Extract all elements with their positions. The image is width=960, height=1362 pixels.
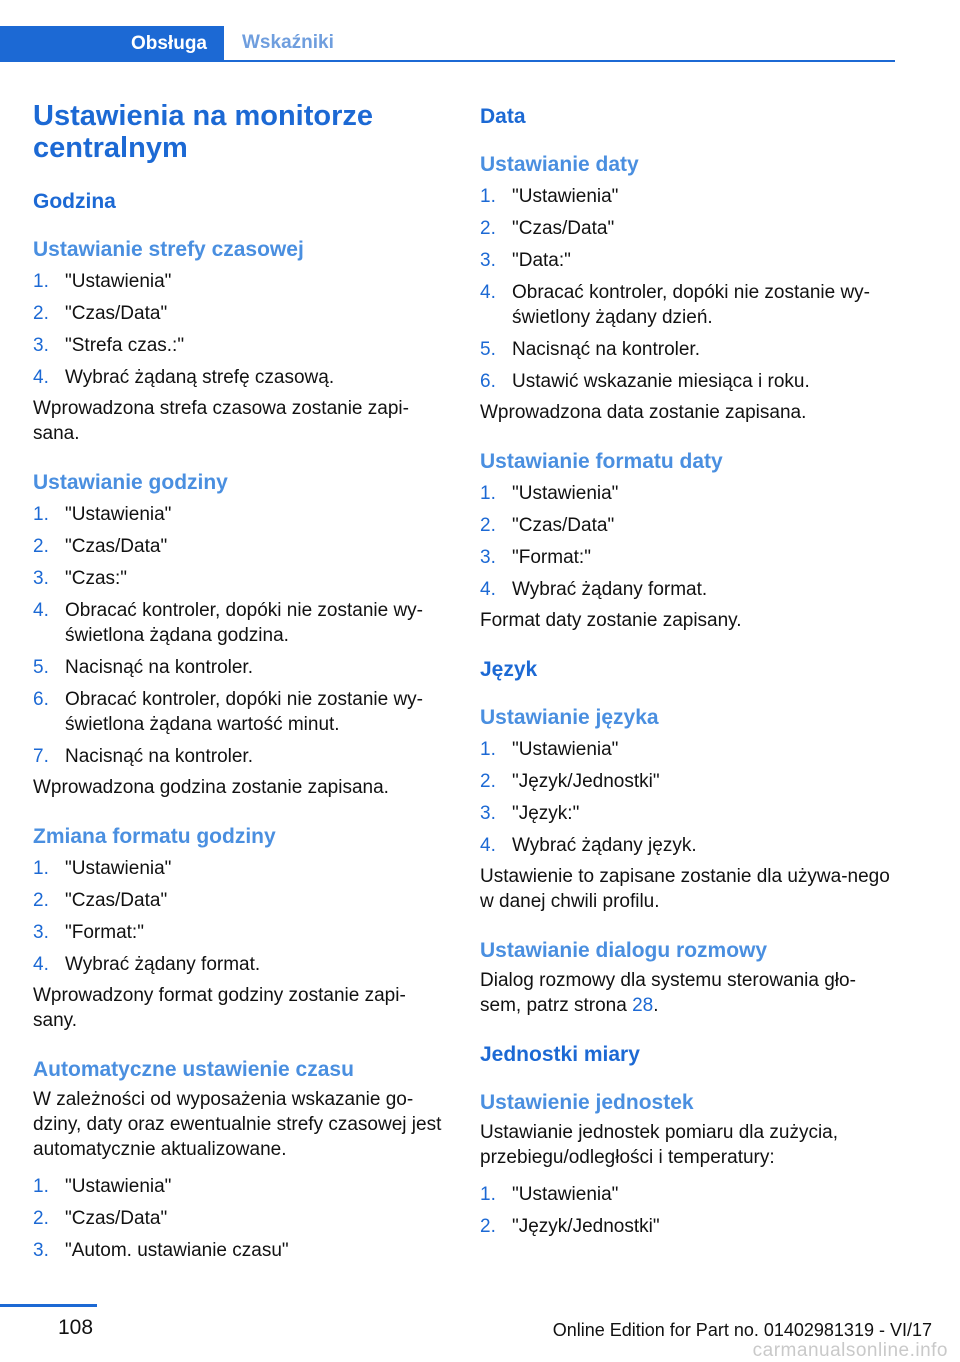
step-text: "Autom. ustawianie czasu" — [65, 1240, 289, 1261]
step-text: "Format:" — [512, 547, 591, 568]
step-number: 3. — [480, 250, 496, 271]
step-number: 5. — [33, 657, 49, 678]
edition-note: Online Edition for Part no. 01402981319 - VI/17 — [552, 1320, 932, 1340]
step-text: "Czas/Data" — [512, 218, 615, 239]
list-item — [480, 280, 895, 330]
steps-data — [480, 184, 895, 394]
step-number: 2. — [33, 303, 49, 324]
list-item — [480, 737, 895, 762]
step-number: 6. — [480, 371, 496, 392]
list-item — [33, 856, 443, 881]
list-item — [33, 952, 443, 977]
subheading-format-godziny: Zmiana formatu godziny — [33, 825, 276, 848]
step-text: Obracać kontroler, dopóki nie zostanie wy‐świetlona żądana godzina. — [65, 600, 424, 646]
list-item — [33, 1174, 443, 1199]
step-text: "Czas/Data" — [65, 303, 168, 324]
step-text: Nacisnąć na kontroler. — [65, 746, 253, 767]
list-item — [480, 248, 895, 273]
step-number: 5. — [480, 339, 496, 360]
step-text: Wybrać żądany format. — [512, 579, 708, 600]
list-item — [33, 744, 443, 769]
step-text: "Ustawienia" — [65, 504, 172, 525]
subheading-auto: Automatyczne ustawienie czasu — [33, 1058, 354, 1081]
top-navigation — [0, 26, 895, 62]
result-strefa: Wprowadzona strefa czasowa zostanie zapi‐sana. — [33, 398, 409, 444]
step-number: 3. — [33, 335, 49, 356]
step-text: "Ustawienia" — [512, 739, 619, 760]
steps-jezyk — [480, 737, 895, 858]
list-item — [33, 687, 443, 737]
step-text: Wybrać żądany język. — [512, 835, 697, 856]
step-text: "Ustawienia" — [512, 186, 619, 207]
list-item — [33, 301, 443, 326]
step-number: 1. — [480, 186, 496, 207]
steps-format-godziny — [33, 856, 443, 977]
section-heading-jednostki: Jednostki miary — [480, 1043, 640, 1066]
tab-wskazniki[interactable] — [224, 26, 334, 60]
step-text: "Ustawienia" — [65, 271, 172, 292]
step-number: 3. — [480, 803, 496, 824]
list-item — [480, 481, 895, 506]
header-divider — [0, 60, 895, 62]
list-item — [33, 1206, 443, 1231]
page-link-28[interactable]: 28 — [632, 995, 654, 1016]
step-number: 1. — [33, 271, 49, 292]
subheading-format-daty: Ustawianie formatu daty — [480, 450, 723, 473]
list-item — [480, 369, 895, 394]
list-item — [480, 577, 895, 602]
step-number: 2. — [480, 1216, 496, 1237]
list-item — [480, 184, 895, 209]
text-auto: W zależności od wyposażenia wskazanie go‐dziny, daty oraz ewentualnie strefy czasowej jest automatycznie aktualizowane. — [33, 1089, 442, 1160]
section-heading-jezyk: Język — [480, 658, 538, 681]
page-title: Ustawienia na monitorze centralnym — [33, 100, 374, 164]
steps-strefa — [33, 269, 443, 390]
step-number: 1. — [480, 483, 496, 504]
step-text: "Czas/Data" — [65, 536, 168, 557]
left-column — [33, 100, 443, 1269]
subheading-godzina-set: Ustawianie godziny — [33, 471, 228, 494]
step-text: Obracać kontroler, dopóki nie zostanie wy‐świetlony żądany dzień. — [512, 282, 871, 328]
list-item — [480, 337, 895, 362]
result-godzina: Wprowadzona godzina zostanie zapisana. — [33, 777, 389, 798]
text-dialog-after: . — [653, 995, 659, 1016]
step-text: "Język/Jednostki" — [512, 771, 660, 792]
list-item — [33, 655, 443, 680]
step-text: Wybrać żądaną strefę czasową. — [65, 367, 335, 388]
step-number: 2. — [480, 771, 496, 792]
list-item — [33, 888, 443, 913]
steps-format-daty — [480, 481, 895, 602]
step-number: 2. — [480, 515, 496, 536]
step-text: "Język:" — [512, 803, 580, 824]
step-number: 2. — [33, 890, 49, 911]
step-number: 1. — [480, 1184, 496, 1205]
step-text: "Czas/Data" — [65, 890, 168, 911]
tab-obsluga-label: Obsługa — [130, 33, 207, 54]
section-heading-godzina: Godzina — [33, 190, 116, 213]
step-number: 1. — [33, 858, 49, 879]
step-text: "Data:" — [512, 250, 571, 271]
step-number: 1. — [33, 1176, 49, 1197]
list-item — [33, 365, 443, 390]
step-number: 4. — [480, 835, 496, 856]
list-item — [480, 216, 895, 241]
steps-godzina — [33, 502, 443, 769]
step-text: "Czas/Data" — [65, 1208, 168, 1229]
result-format-daty: Format daty zostanie zapisany. — [480, 610, 742, 631]
list-item — [33, 566, 443, 591]
step-text: "Czas/Data" — [512, 515, 615, 536]
step-text: "Język/Jednostki" — [512, 1216, 660, 1237]
list-item — [33, 333, 443, 358]
step-text: "Czas:" — [65, 568, 128, 589]
step-number: 6. — [33, 689, 49, 710]
step-number: 4. — [480, 579, 496, 600]
step-number: 4. — [33, 367, 49, 388]
step-text: Ustawić wskazanie miesiąca i roku. — [512, 371, 810, 392]
step-number: 2. — [33, 536, 49, 557]
list-item — [33, 1238, 443, 1263]
step-text: "Format:" — [65, 922, 144, 943]
tab-obsluga[interactable] — [0, 26, 224, 62]
list-item — [33, 502, 443, 527]
step-number: 3. — [33, 1240, 49, 1261]
list-item — [480, 769, 895, 794]
text-jednostki: Ustawianie jednostek pomiaru dla zużycia, przebiegu/odległości i temperatury: — [480, 1122, 839, 1168]
tab-wskazniki-label: Wskaźniki — [242, 32, 334, 53]
step-text: Obracać kontroler, dopóki nie zostanie wy‐świetlona żądana wartość minut. — [65, 689, 424, 735]
step-number: 3. — [480, 547, 496, 568]
step-number: 2. — [33, 1208, 49, 1229]
subheading-dialog: Ustawianie dialogu rozmowy — [480, 939, 768, 962]
step-number: 3. — [33, 568, 49, 589]
text-dialog — [480, 968, 895, 1018]
step-number: 4. — [480, 282, 496, 303]
page-number: 108 — [58, 1316, 94, 1339]
step-text: "Ustawienia" — [512, 1184, 619, 1205]
step-text: "Ustawienia" — [65, 1176, 172, 1197]
right-column — [480, 100, 895, 1245]
step-number: 1. — [480, 739, 496, 760]
step-number: 1. — [33, 504, 49, 525]
list-item — [480, 545, 895, 570]
steps-jednostki — [480, 1182, 895, 1239]
result-jezyk: Ustawienie to zapisane zostanie dla używa‐nego w danej chwili profilu. — [480, 866, 890, 912]
subheading-strefa: Ustawianie strefy czasowej — [33, 238, 304, 261]
footer-divider — [0, 1304, 97, 1307]
subheading-jednostki-set: Ustawienie jednostek — [480, 1091, 694, 1114]
watermark: carmanualsonline.info — [752, 1340, 948, 1361]
step-text: Wybrać żądany format. — [65, 954, 261, 975]
list-item — [480, 1214, 895, 1239]
list-item — [33, 269, 443, 294]
step-text: "Ustawienia" — [65, 858, 172, 879]
section-heading-data: Data — [480, 105, 526, 128]
list-item — [480, 513, 895, 538]
list-item — [33, 534, 443, 559]
list-item — [480, 801, 895, 826]
step-number: 7. — [33, 746, 49, 767]
subheading-jezyk-set: Ustawianie języka — [480, 706, 659, 729]
step-number: 4. — [33, 954, 49, 975]
step-text: "Strefa czas.:" — [65, 335, 185, 356]
text-dialog-before: Dialog rozmowy dla systemu sterowania gło‐sem, patrz strona — [480, 970, 856, 1016]
step-text: Nacisnąć na kontroler. — [65, 657, 253, 678]
result-format-godziny: Wprowadzony format godziny zostanie zapi‐sany. — [33, 985, 406, 1031]
list-item — [33, 920, 443, 945]
step-number: 2. — [480, 218, 496, 239]
list-item — [33, 598, 443, 648]
steps-auto — [33, 1174, 443, 1263]
list-item — [480, 1182, 895, 1207]
list-item — [480, 833, 895, 858]
subheading-data-set: Ustawianie daty — [480, 153, 639, 176]
step-text: Nacisnąć na kontroler. — [512, 339, 700, 360]
result-data: Wprowadzona data zostanie zapisana. — [480, 402, 807, 423]
step-text: "Ustawienia" — [512, 483, 619, 504]
step-number: 3. — [33, 922, 49, 943]
step-number: 4. — [33, 600, 49, 621]
